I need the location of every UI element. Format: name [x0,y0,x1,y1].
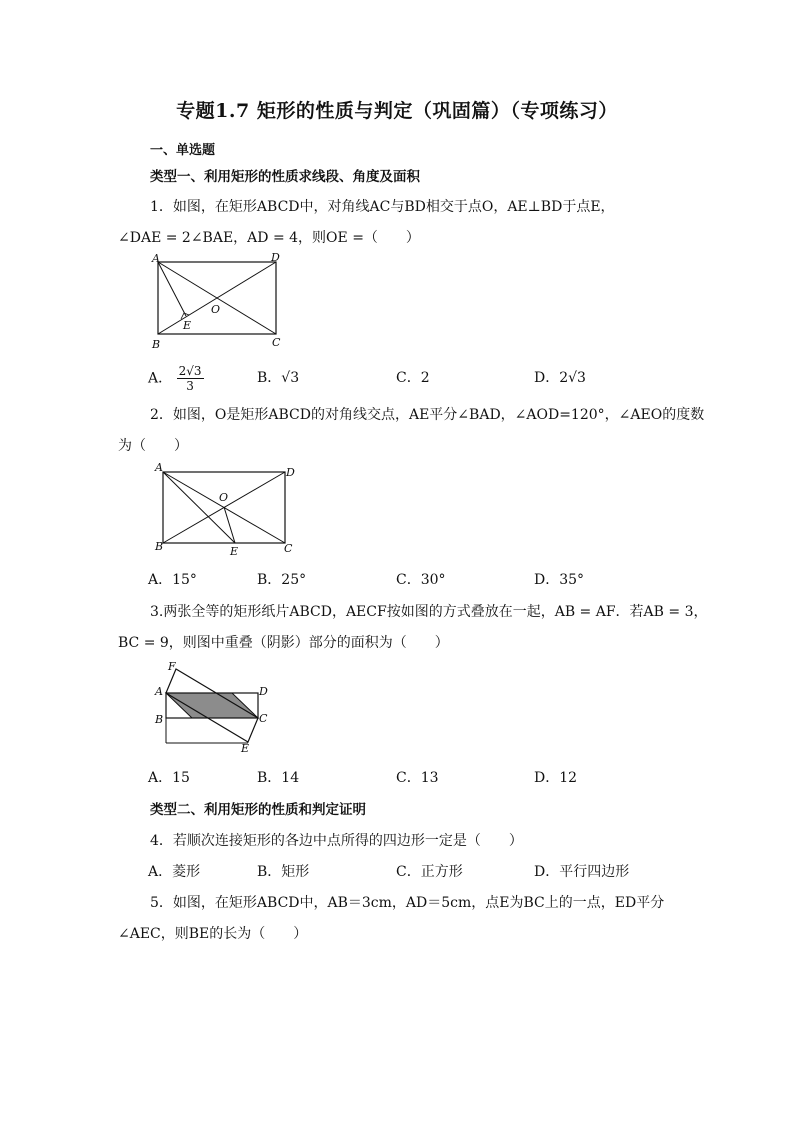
q1-figure [148,252,298,352]
q3-text-line2: BC = 9，则图中重叠（阴影）部分的面积为（ ） [118,635,449,651]
q2-label-o: O [219,491,229,504]
q4-option-a[interactable]: A．菱形 [148,864,201,880]
q1-label-c: C [272,336,281,349]
q2-label-b: B [155,540,164,553]
q1-text-line1: 1．如图，在矩形ABCD中，对角线AC与BD相交于点O，AE⊥BD于点E， [150,199,615,215]
section-heading: 一、单选题 [150,143,216,158]
q1-option-a-prefix: A． [148,370,173,387]
q2-option-b[interactable]: B．25° [257,572,307,588]
page-title: 专题1.7 矩形的性质与判定（巩固篇）（专项练习） [176,100,618,122]
q2-option-a[interactable]: A．15° [148,572,197,588]
q4-option-d[interactable]: D．平行四边形 [534,864,630,880]
q3-label-c: C [259,712,268,725]
q4-text-line1: 4．若顺次连接矩形的各边中点所得的四边形一定是（ ） [150,833,523,849]
q2-text-line2: 为（ ） [118,438,188,454]
q3-label-a: A [155,685,163,698]
q3-figure [150,660,280,755]
type2-heading: 类型二、利用矩形的性质和判定证明 [150,802,366,818]
q2-text-line1: 2．如图，O是矩形ABCD的对角线交点，AE平分∠BAD，∠AOD=120°，∠AEO的度数 [150,407,705,423]
q1-option-c[interactable]: C．2 [396,370,430,386]
q3-option-a[interactable]: A．15 [148,770,190,786]
q2-label-c: C [284,542,293,555]
q2-label-a: A [155,461,163,474]
q1-label-e: E [183,319,192,332]
q3-shaded-overlap [166,693,258,718]
q4-option-c[interactable]: C．正方形 [396,864,463,880]
q2-option-c[interactable]: C．30° [396,572,446,588]
type1-heading: 类型一、利用矩形的性质求线段、角度及面积 [150,169,420,185]
q2-label-e: E [230,545,239,558]
q2-figure [150,460,300,560]
q1-option-d[interactable]: D．2√3 [534,370,586,386]
q1-option-a[interactable] [148,364,204,393]
q3-label-b: B [155,713,164,726]
q1-label-d: D [271,251,280,264]
q3-label-f: F [168,660,176,673]
q2-option-d[interactable]: D．35° [534,572,585,588]
q5-text-line1: 5．如图，在矩形ABCD中，AB＝3cm，AD＝5cm，点E为BC上的一点，ED平分 [150,895,665,911]
q1-label-a: A [152,252,160,265]
q1-label-o: O [211,303,221,316]
q1-option-b[interactable]: B．√3 [257,370,300,386]
q1-text-line2: ∠DAE = 2∠BAE，AD = 4，则OE =（ ） [118,230,420,246]
q2-label-d: D [286,466,295,479]
q1-label-b: B [152,338,161,351]
q3-option-d[interactable]: D．12 [534,770,578,786]
q3-option-c[interactable]: C．13 [396,770,439,786]
q3-label-e: E [241,742,250,755]
q1-option-a-denominator: 3 [186,379,194,393]
q1-option-a-numerator: 2√3 [178,364,202,378]
q4-option-b[interactable]: B．矩形 [257,864,310,880]
q3-text-line1: 3.两张全等的矩形纸片ABCD，AECF按如图的方式叠放在一起，AB = AF．若AB = 3， [150,604,708,620]
q3-label-d: D [259,685,268,698]
q1-option-a-fraction [177,364,204,393]
q3-option-b[interactable]: B．14 [257,770,300,786]
q5-text-line2: ∠AEC，则BE的长为（ ） [118,926,308,942]
